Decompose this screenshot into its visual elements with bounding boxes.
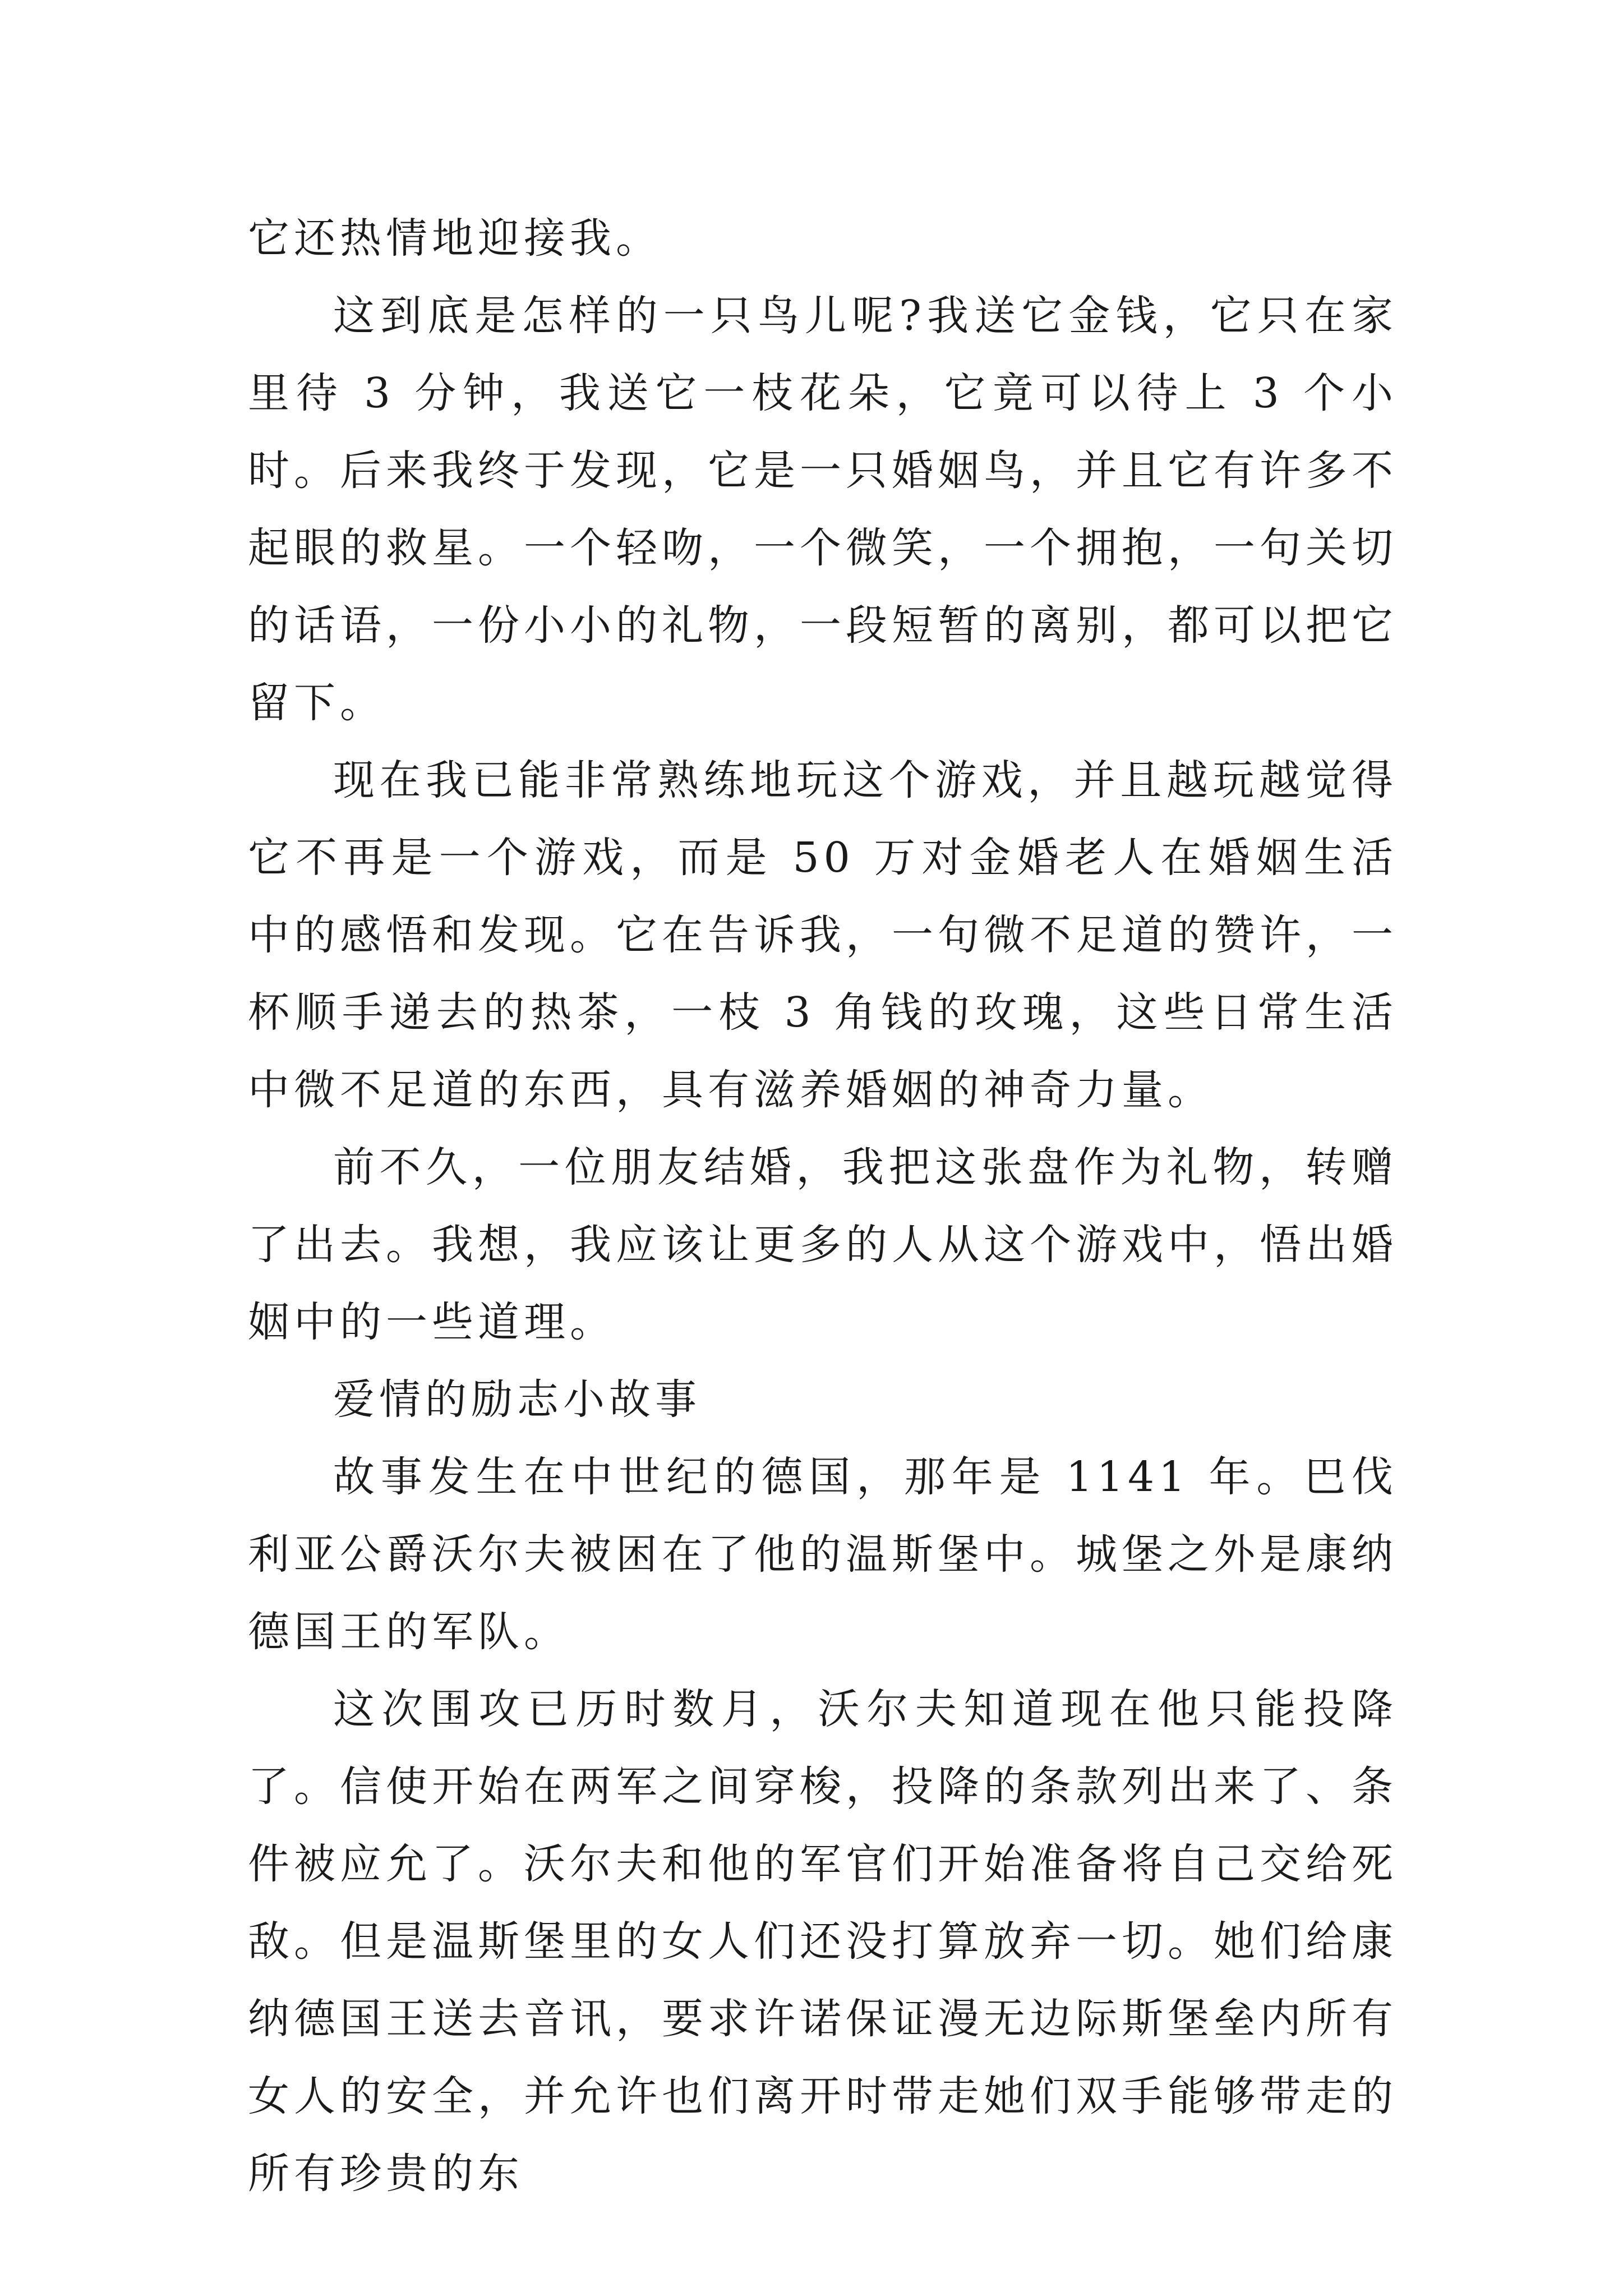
paragraph-2: 这到底是怎样的一只鸟儿呢?我送它金钱，它只在家里待 3 分钟，我送它一枝花朵，它竟可以待上 3 个小时。后来我终于发现，它是一只婚姻鸟，并且它有许多不起眼的救星。一个轻吻，一个微笑，一个拥抱，一句关切的话语，一份小小的礼物，一段短暂的离别，都可以把它留下。	[248, 292, 1398, 727]
paragraph-5: 故事发生在中世纪的德国，那年是 1141 年。巴伐利亚公爵沃尔夫被困在了他的温斯堡中。城堡之外是康纳德国王的军队。	[248, 1453, 1398, 1656]
paragraph-1: 它还热情地迎接我。	[248, 214, 662, 263]
paragraph-4: 前不久，一位朋友结婚，我把这张盘作为礼物，转赠了出去。我想，我应该让更多的人从这个游戏中，悟出婚姻中的一些道理。	[248, 1143, 1398, 1346]
paragraph-6: 这次围攻已历时数月，沃尔夫知道现在他只能投降了。信使开始在两军之间穿梭，投降的条款列出来了、条件被应允了。沃尔夫和他的军官们开始准备将自己交给死敌。但是温斯堡里的女人们还没打算放弃一切。她们给康纳德国王送去音讯，要求许诺保证漫无边际斯堡垒内所有女人的安全，并允许也们离开时带走她们双手能够带走的所有珍贵的东	[248, 1685, 1398, 2198]
paragraph-3: 现在我已能非常熟练地玩这个游戏，并且越玩越觉得它不再是一个游戏，而是 50 万对金婚老人在婚姻生活中的感悟和发现。它在告诉我，一句微不足道的赞许，一杯顺手递去的热茶，一枝 3 角钱的玫瑰，这些日常生活中微不足道的东西，具有滋养婚姻的神奇力量。	[248, 756, 1398, 1114]
section-heading: 爱情的励志小故事	[333, 1375, 701, 1424]
body-text	[248, 200, 1398, 2212]
